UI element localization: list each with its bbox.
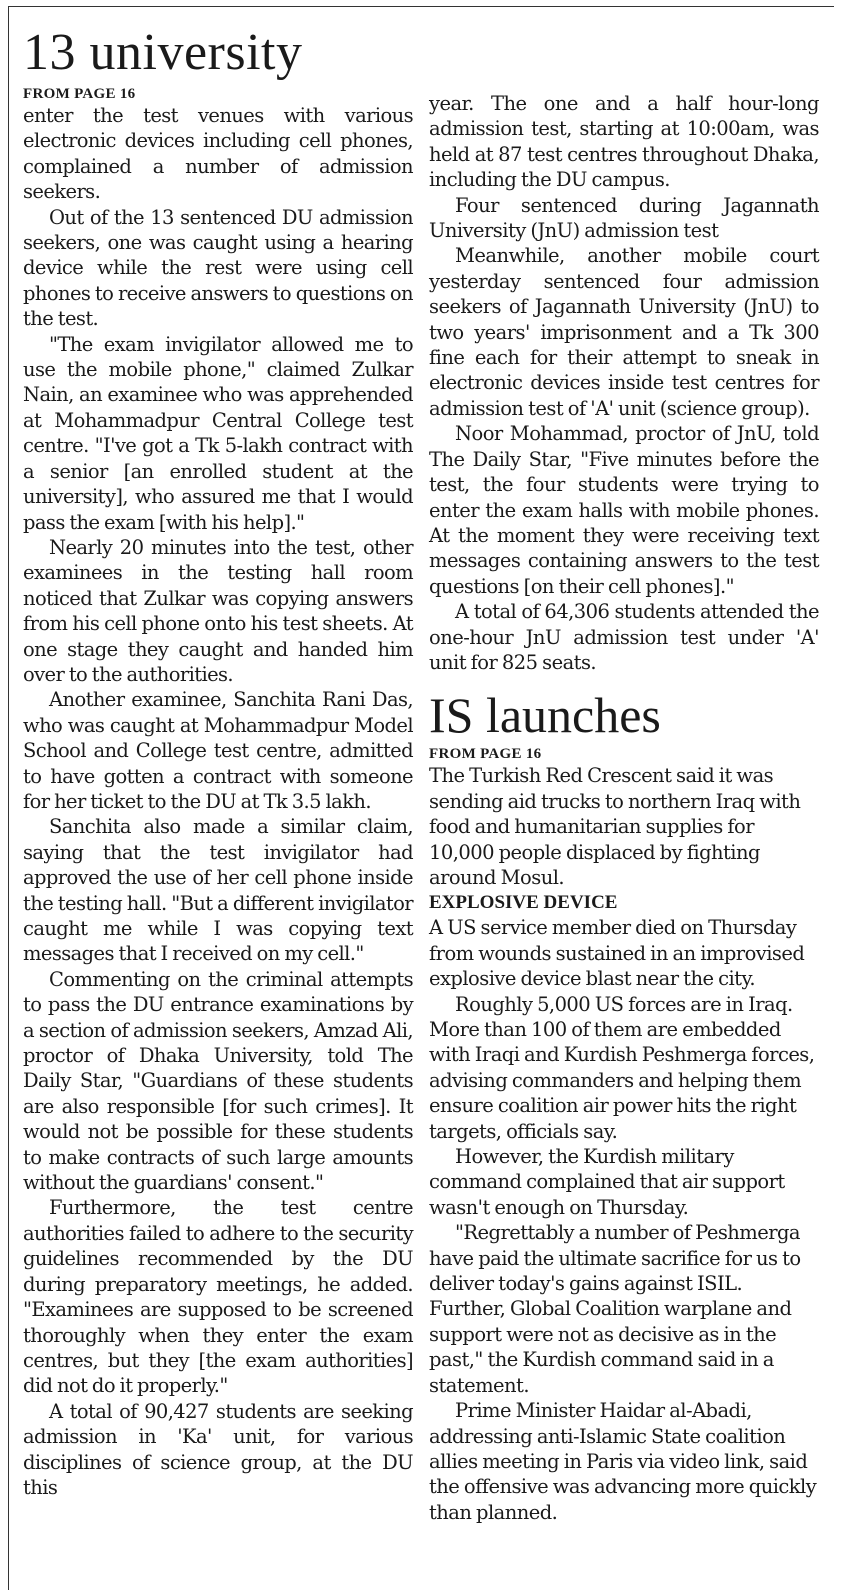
kicker-from-page: FROM PAGE 16 (23, 86, 136, 102)
paragraph: Roughly 5,000 US forces are in Iraq. More than 100 of them are embedded with Iraqi and Kurdish Peshmerga forces, advising commanders and helping them ensure coalition air power hits the right targets, officials say. (429, 992, 815, 1143)
right-column (429, 7, 819, 1525)
subhead-explosive-device: EXPLOSIVE DEVICE (429, 892, 618, 914)
paragraph: Another examinee, Sanchita Rani Das, who was caught at Mohammadpur Model School and College test centre, admitted to have gotten a contract with someone for her ticket to the DU at Tk 3.5 lakh. (23, 688, 413, 813)
paragraph: The Turkish Red Crescent said it was sending aid trucks to northern Iraq with food and humanitarian supplies for 10,000 people displaced by fighting around Mosul. (429, 764, 801, 889)
newspaper-clipping (8, 6, 834, 1590)
paragraph: "The exam invigilator allowed me to use the mobile phone," claimed Zulkar Nain, an examinee who was apprehended at Mohammadpur Central College test centre. "I've got a Tk 5-lakh contract with a senior [an enrolled student at the university], who assured me that I would pass the exam [with his help]." (23, 332, 413, 534)
article1-right-body (429, 91, 819, 675)
paragraph: A total of 64,306 students attended the one-hour JnU admission test under 'A' unit for 825 seats. (429, 600, 819, 674)
paragraph: A total of 90,427 students are seeking admission in 'Ka' unit, for various disciplines of science group, at the DU this (23, 1399, 413, 1499)
paragraph: Noor Mohammad, proctor of JnU, told The Daily Star, "Five minutes before the test, the four students were trying to enter the exam halls with mobile phones. At the moment they were receiving text messages containing answers to the test questions [on their cell phones]." (429, 422, 819, 598)
headline-is-launches: IS launches (429, 687, 661, 744)
kicker-from-page: FROM PAGE 16 (429, 746, 542, 763)
paragraph: Commenting on the criminal attempts to pass the DU entrance examinations by a section of admission seekers, Amzad Ali, proctor of Dhaka University, told The Daily Star, "Guardians of these students are also responsible [for such crimes]. It would not be possible for these students to make contracts of such large amounts without the guardians' consent." (23, 967, 413, 1195)
article2-body (429, 763, 819, 1525)
left-column (23, 7, 413, 1500)
article1-left-body (23, 103, 413, 1500)
headline-13-university: 13 university (23, 24, 303, 81)
paragraph: year. The one and a half hour-long admission test, starting at 10:00am, was held at 87 test centres throughout Dhaka, including the DU campus. (429, 92, 819, 192)
paragraph: Furthermore, the test centre authorities failed to adhere to the security guidelines recommended by the DU during preparatory meetings, he added. "Examinees are supposed to be screened thoroughly when they enter the exam centres, but they [the exam authorities] did not do it properly." (23, 1196, 413, 1398)
paragraph: Nearly 20 minutes into the test, other examinees in the testing hall room noticed that Zulkar was copying answers from his cell phone onto his test sheets. At one stage they caught and handed him over to the authorities. (23, 535, 413, 686)
paragraph: However, the Kurdish military command complained that air support wasn't enough on Thursday. (429, 1145, 785, 1219)
paragraph: Out of the 13 sentenced DU admission seekers, one was caught using a hearing device while the rest were using cell phones to receive answers to questions on the test. (23, 205, 413, 331)
section-subhead: Four sentenced during Jagannath University (JnU) admission test (429, 193, 819, 243)
paragraph: Prime Minister Haidar al-Abadi, addressing anti-Islamic State coalition allies meeting in Paris via video link, said the offensive was advancing more quickly than planned. (429, 1399, 817, 1524)
paragraph: Sanchita also made a similar claim, saying that the test invigilator had approved the use of her cell phone inside the testing hall. "But a different invigilator caught me while I was copying text messages that I received on my cell." (23, 815, 413, 966)
paragraph: Meanwhile, another mobile court yesterday sentenced four admission seekers of Jagannath University (JnU) to two years' imprisonment and a Tk 300 fine each for their attempt to sneak in electronic devices inside test centres for admission test of 'A' unit (science group). (429, 244, 819, 420)
paragraph: "Regrettably a number of Peshmerga have paid the ultimate sacrifice for us to deliver today's gains against ISIL. Further, Global Coalition warplane and support were not as decisive as in the past," the Kurdish command said in a statement. (429, 1221, 801, 1397)
paragraph: enter the test venues with various electronic devices including cell phones, complained a number of admission seekers. (23, 104, 413, 204)
paragraph: A US service member died on Thursday from wounds sustained in an improvised explosive device blast near the city. (429, 916, 805, 991)
